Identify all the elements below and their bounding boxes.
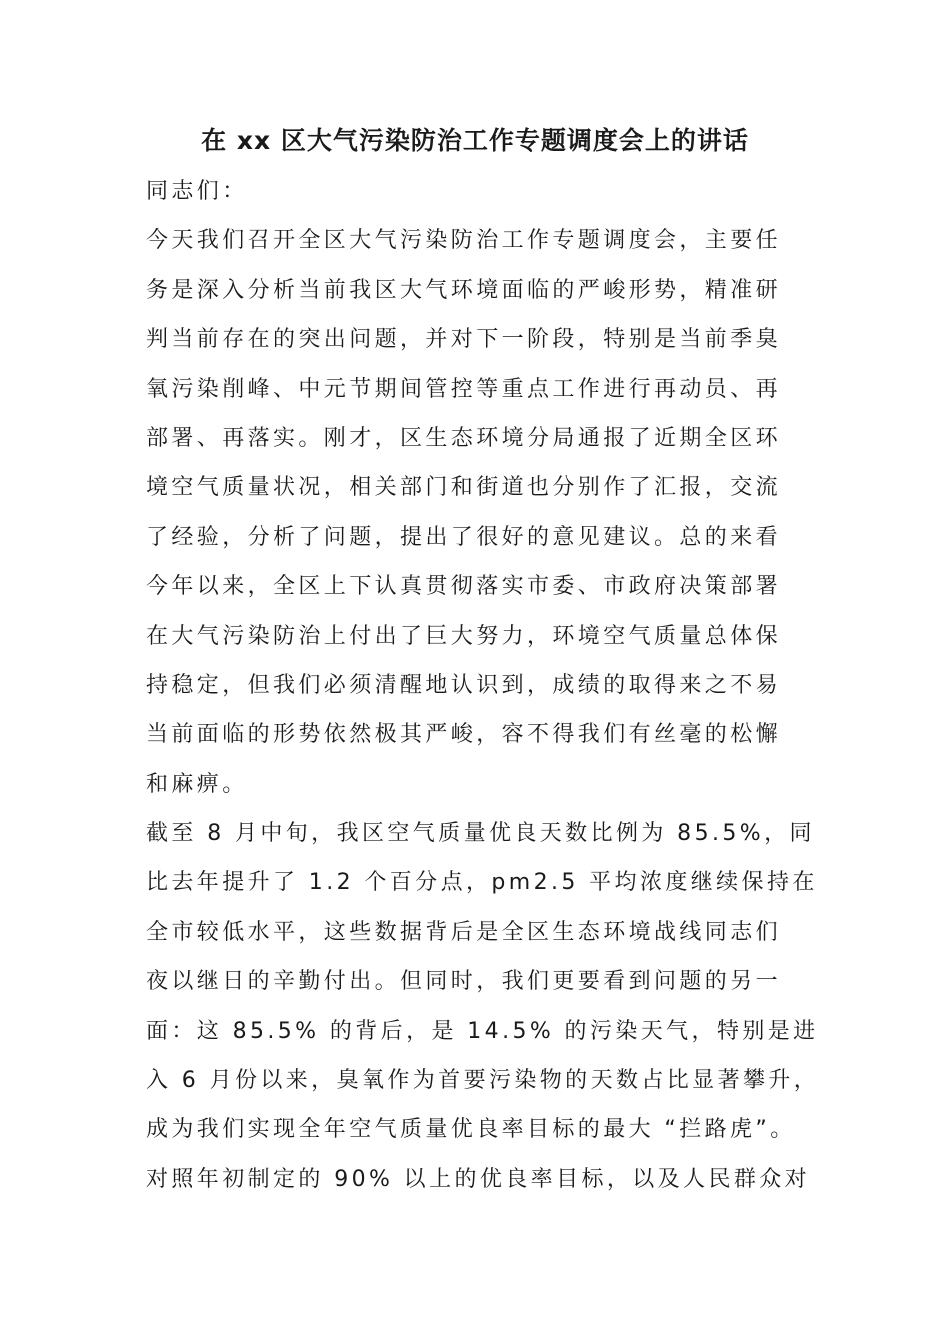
body-line: 今天我们召开全区大气污染防治工作专题调度会，主要任 (146, 228, 782, 254)
body-line: 面：这 85.5% 的背后，是 14.5% 的污染天气，特别是进 (146, 1018, 819, 1044)
body-line: 和麻痹。 (146, 771, 248, 797)
body-line: 了经验，分析了问题，提出了很好的意见建议。总的来看 (146, 524, 782, 550)
body-line: 对照年初制定的 90% 以上的优良率目标，以及人民群众对 (146, 1166, 811, 1192)
body-line: 成为我们实现全年空气质量优良率目标的最大 “拦路虎”。 (146, 1117, 796, 1143)
body-line: 当前面临的形势依然极其严峻，容不得我们有丝毫的松懈 (146, 722, 782, 748)
body-line: 今年以来，全区上下认真贯彻落实市委、市政府决策部署 (146, 574, 782, 600)
body-line: 比去年提升了 1.2 个百分点，pm2.5 平均浓度继续保持在 (146, 870, 818, 896)
body-line: 持稳定，但我们必须清醒地认识到，成绩的取得来之不易 (146, 672, 782, 698)
body-line: 氧污染削峰、中元节期间管控等重点工作进行再动员、再 (146, 376, 782, 402)
body-line: 截至 8 月中旬，我区空气质量优良天数比例为 85.5%，同 (146, 821, 815, 847)
body-line: 全市较低水平，这些数据背后是全区生态环境战线同志们 (146, 919, 782, 945)
body-line: 务是深入分析当前我区大气环境面临的严峻形势，精准研 (146, 277, 782, 303)
body-line: 境空气质量状况，相关部门和街道也分别作了汇报，交流 (146, 475, 782, 501)
document-title: 在 xx 区大气污染防治工作专题调度会上的讲话 (201, 126, 749, 155)
document-body (146, 167, 826, 1204)
body-line: 部署、再落实。刚才，区生态环境分局通报了近期全区环 (146, 425, 782, 451)
body-line: 同志们： (146, 179, 248, 204)
body-line: 判当前存在的突出问题，并对下一阶段，特别是当前季臭 (146, 327, 782, 353)
body-line: 在大气污染防治上付出了巨大努力，环境空气质量总体保 (146, 623, 782, 649)
body-line: 入 6 月份以来，臭氧作为首要污染物的天数占比显著攀升， (146, 1068, 820, 1094)
body-line: 夜以继日的辛勤付出。但同时，我们更要看到问题的另一 (146, 969, 782, 995)
